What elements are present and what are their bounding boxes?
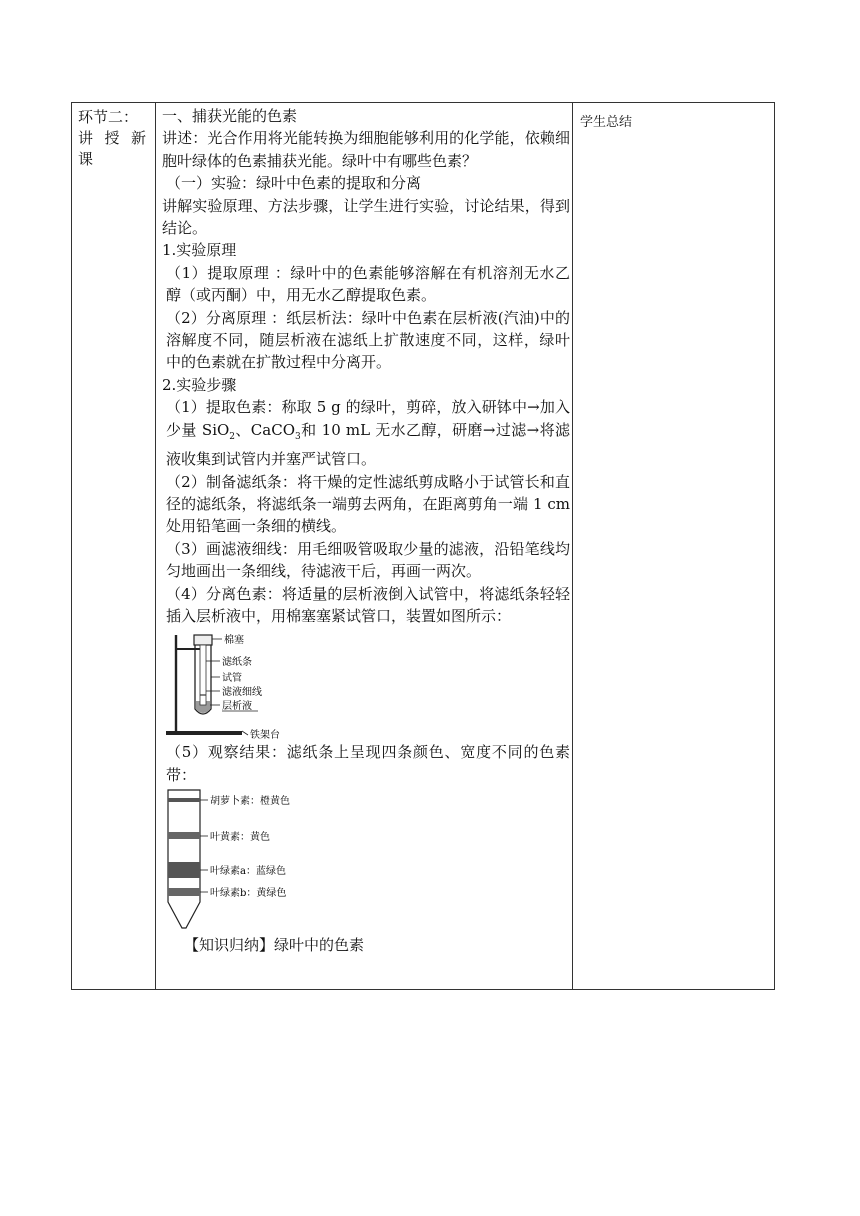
column-divider xyxy=(155,103,156,989)
step-observe: （5）观察结果：滤纸条上呈现四条颜色、宽度不同的色素带： xyxy=(166,743,570,784)
label-xanthophyll: 叶黄素：黄色 xyxy=(210,832,270,844)
stage-char: 授 xyxy=(104,129,120,147)
steps-title: 2.实验步骤 xyxy=(162,375,237,394)
knowledge-summary-title: 【知识归纳】绿叶中的色素 xyxy=(184,936,365,955)
band-carotene xyxy=(168,798,200,802)
label-stand: 铁架台 xyxy=(250,730,280,742)
principle-extraction: （1）提取原理 ：绿叶中的色素能够溶解在有机溶剂无水乙醇（或丙酮）中，用无水乙醇提取色素。 xyxy=(166,263,570,305)
notes-cell: 学生总结 xyxy=(580,115,633,130)
principle-title: 1.实验原理 xyxy=(162,241,237,260)
step-draw-line: （3）画滤液细线：用毛细吸管吸取少量的滤液，沿铅笔线均匀地画出一条细线，待滤液干后，再画一两次。 xyxy=(166,539,570,581)
lesson-table xyxy=(71,102,775,990)
stage-label-spread xyxy=(78,128,146,149)
band-chlorophyll-a xyxy=(168,862,200,878)
stage-cell xyxy=(78,107,152,170)
paper-strip xyxy=(200,645,206,705)
label-solvent: 层析液 xyxy=(222,701,252,713)
step-extract: （1）提取色素：称取 5 g 的绿叶，剪碎，放入研钵中→加入少量 SiO$_2$、CaCO$_3$和 10 mL 无水乙醇，研磨→过滤→将滤液收集到试管内并塞严试管口。 xyxy=(166,398,570,469)
principle-separation: （2）分离原理 ：纸层析法：绿叶中色素在层析液(汽油)中的溶解度不同，随层析液在滤纸上扩散速度不同，这样，绿叶中的色素就在扩散过程中分离开。 xyxy=(166,308,570,372)
experiment-title: （一）实验：绿叶中色素的提取和分离 xyxy=(166,174,422,193)
label-plug: 棉塞 xyxy=(224,635,244,647)
column-divider xyxy=(572,103,573,989)
label-chlorophyll-a: 叶绿素a：蓝绿色 xyxy=(210,866,286,878)
stage-label-end: 课 xyxy=(78,150,94,168)
band-chlorophyll-b xyxy=(168,888,200,896)
label-carotene: 胡萝卜素：橙黄色 xyxy=(210,796,290,808)
chromatography-strip xyxy=(168,790,200,928)
stage-label: 环节二： xyxy=(78,108,139,126)
section-heading: 一、捕获光能的色素 xyxy=(162,107,298,125)
label-test-tube: 试管 xyxy=(222,673,242,685)
label-sample-line: 滤液细线 xyxy=(222,687,262,699)
leader-line xyxy=(242,731,248,735)
label-chlorophyll-b: 叶绿素b：黄绿色 xyxy=(210,888,287,900)
intro-paragraph: 讲述：光合作用将光能转换为细胞能够利用的化学能，依赖细胞叶绿体的色素捕获光能。绿叶中有哪些色素？ xyxy=(162,129,570,170)
cotton-plug xyxy=(194,635,212,645)
label-paper-strip: 滤纸条 xyxy=(222,657,252,669)
experiment-description: 讲解实验原理、方法步骤，让学生进行实验，讨论结果，得到结论。 xyxy=(162,196,570,238)
pigment-bands-figure xyxy=(162,788,362,934)
apparatus-figure xyxy=(162,627,362,741)
step-filter-paper: （2）制备滤纸条：将干燥的定性滤纸剪成略小于试管长和直径的滤纸条，将滤纸条一端剪去两角，在距离剪角一端 1 cm 处用铅笔画一条细的横线。 xyxy=(166,472,570,536)
content-cell xyxy=(162,105,570,957)
band-xanthophyll xyxy=(168,832,200,839)
step-separate: （4）分离色素：将适量的层析液倒入试管中，将滤纸条轻轻插入层析液中，用棉塞塞紧试管口，装置如图所示： xyxy=(166,584,570,625)
stand-base xyxy=(166,731,242,735)
stage-char: 新 xyxy=(130,129,146,147)
stage-char: 讲 xyxy=(78,129,94,147)
